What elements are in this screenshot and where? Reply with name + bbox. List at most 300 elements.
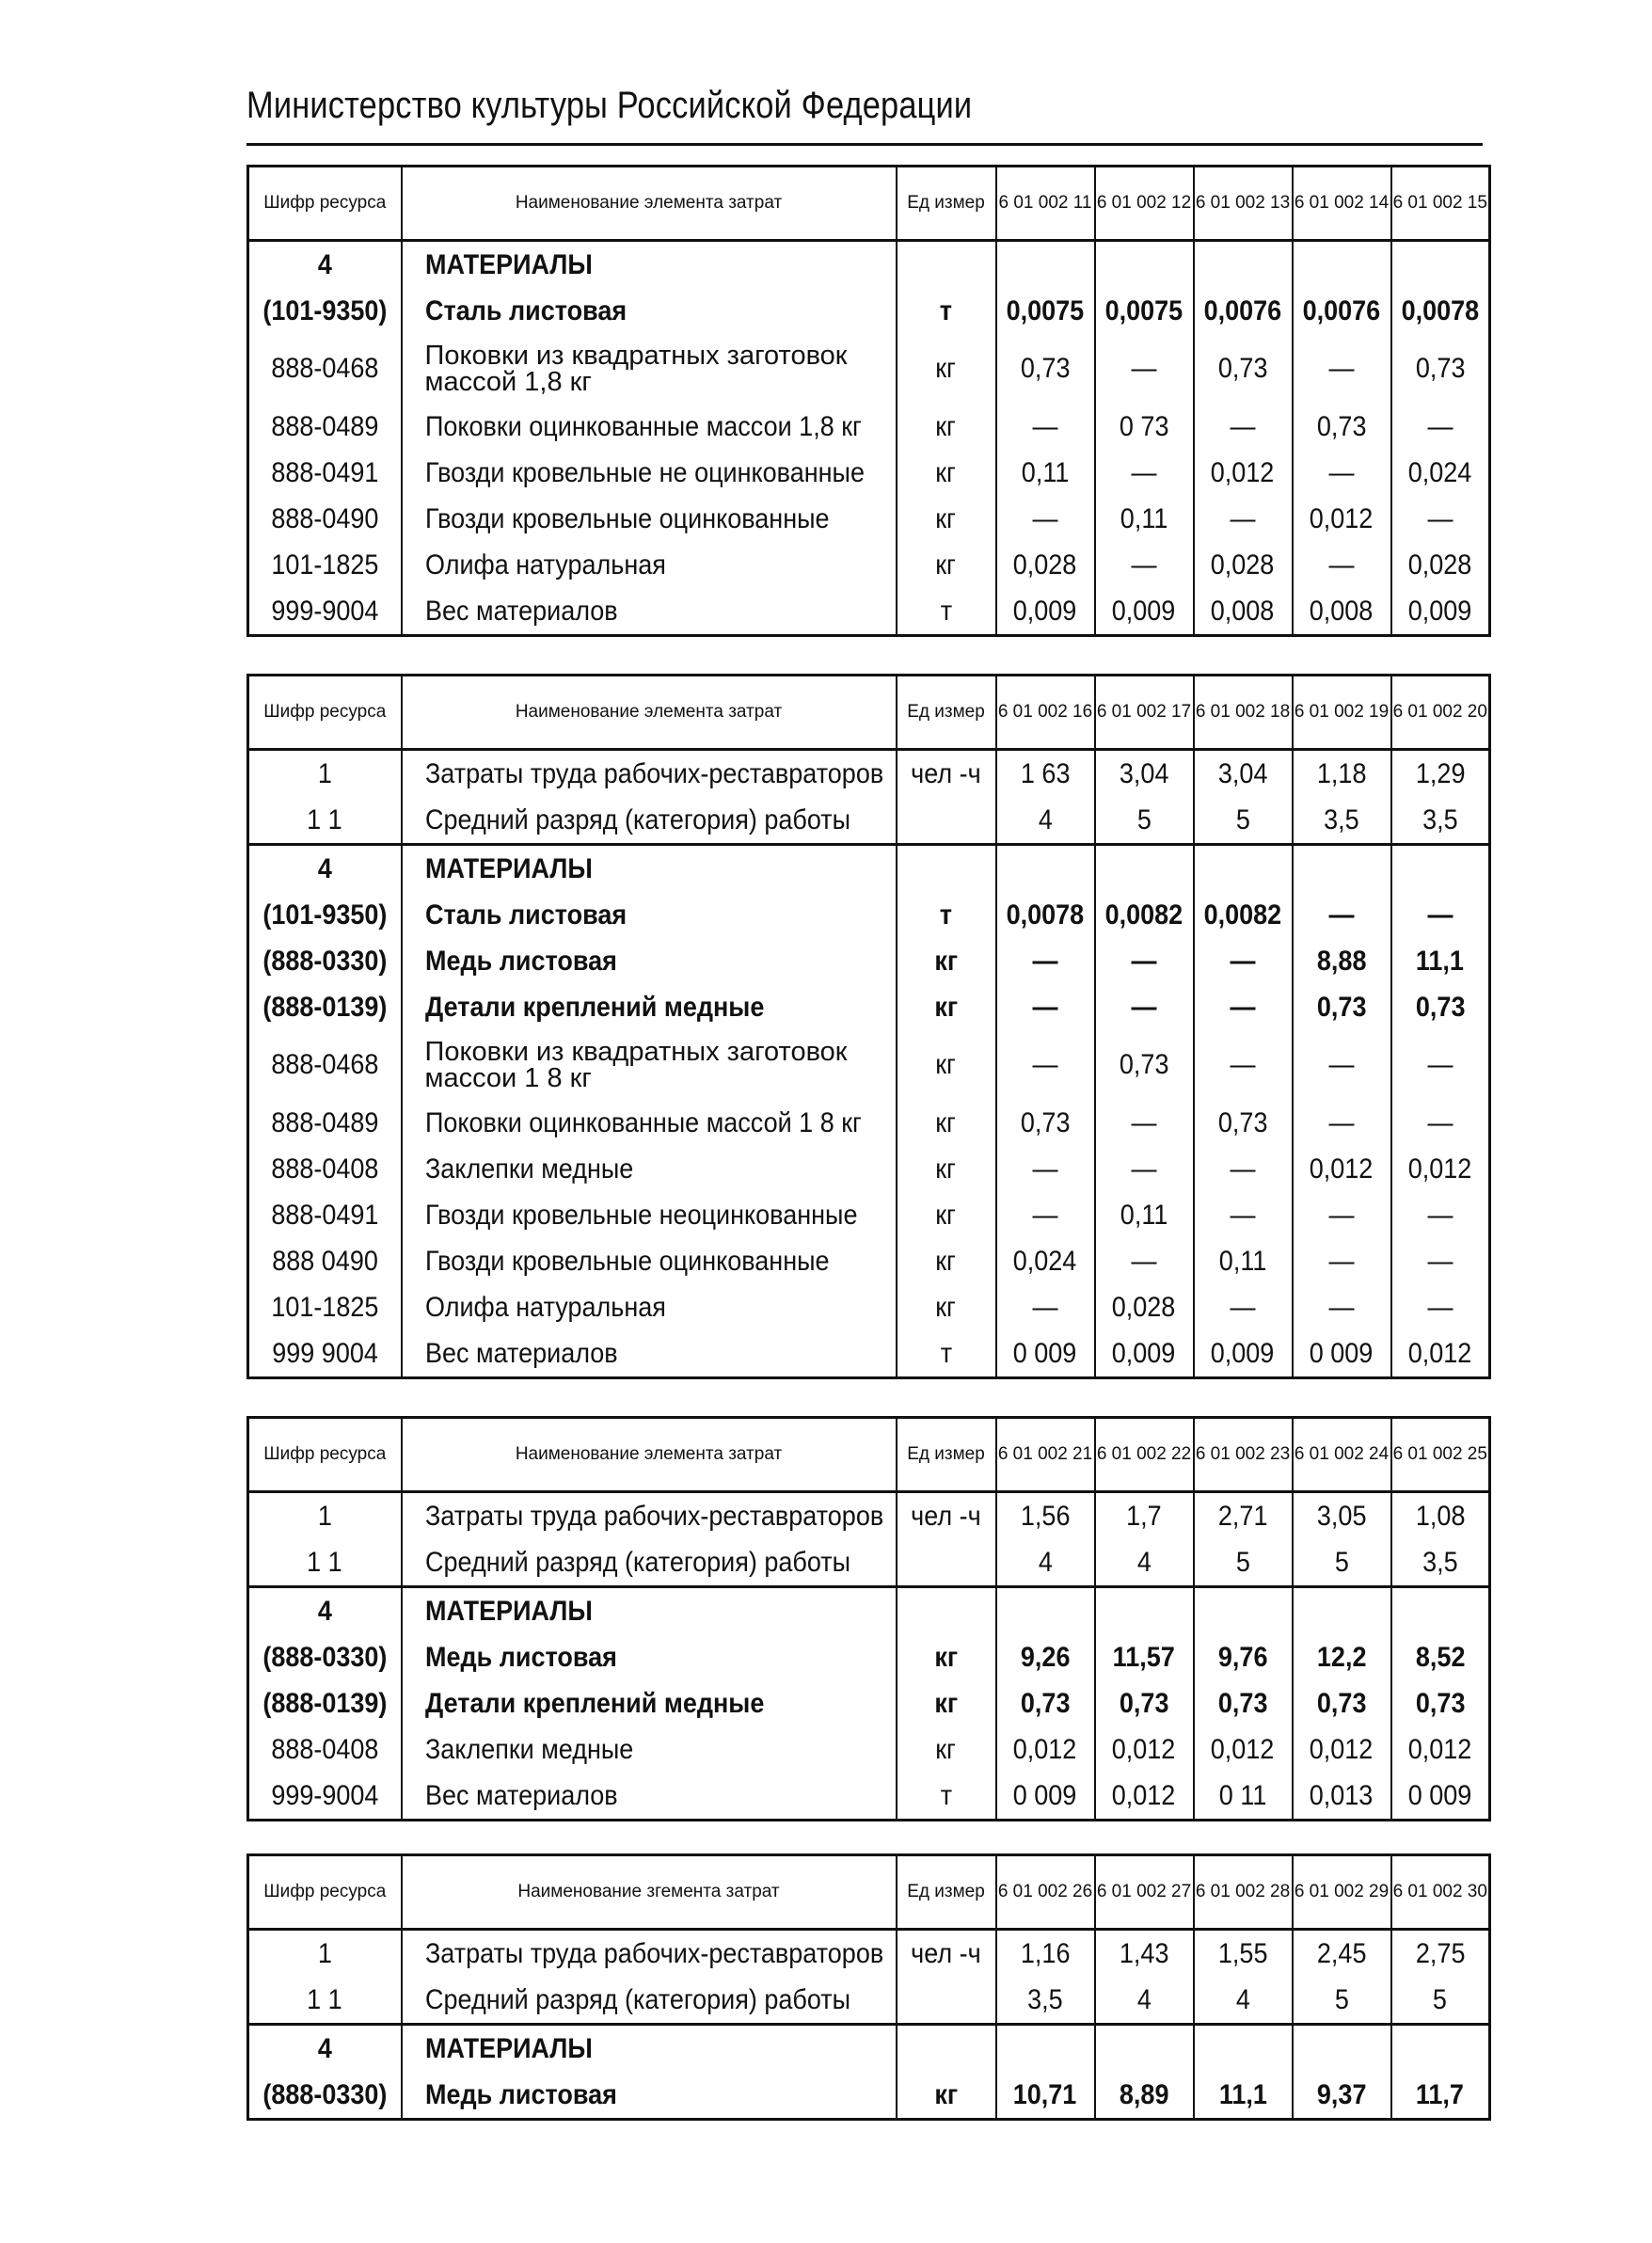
resource-unit <box>897 1634 996 1680</box>
value-text: 4 <box>1038 803 1053 835</box>
value-text: 0,73 <box>1020 1106 1071 1138</box>
resource-code-text: 888-0491 <box>271 1199 379 1231</box>
header-col-2: 6 01 002 22 <box>1095 1418 1194 1492</box>
resource-name-text: Вес материалов <box>424 1779 618 1811</box>
table-row <box>248 1330 1490 1378</box>
resource-code <box>248 1930 402 1978</box>
value-cell <box>1293 542 1391 588</box>
value-cell <box>1095 1773 1194 1821</box>
value-cell <box>996 984 1095 1030</box>
value-text: 0,11 <box>1021 456 1070 488</box>
resource-name-text: Поковки оцинкованные массои 1,8 кг <box>424 410 862 442</box>
value-text: 0,0078 <box>1006 899 1085 931</box>
resource-code-text: 1 <box>317 757 332 789</box>
resource-unit <box>897 334 996 404</box>
resource-unit-text: кг <box>935 1291 957 1323</box>
value-text: — <box>1032 410 1058 442</box>
value-cell <box>1293 892 1391 938</box>
value-text: — <box>1032 1199 1058 1231</box>
resource-code <box>248 1726 402 1773</box>
table-row <box>248 496 1490 542</box>
value-cell <box>996 1634 1095 1680</box>
resource-code-text: 101-1825 <box>271 549 379 581</box>
value-cell <box>1194 1492 1293 1540</box>
resource-unit-text: т <box>940 1779 952 1811</box>
value-cell <box>1391 334 1490 404</box>
value-text: — <box>1131 991 1157 1023</box>
resource-code-text: (888-0139) <box>262 991 388 1023</box>
resource-unit <box>897 1146 996 1192</box>
value-text: 0,028 <box>1211 549 1275 581</box>
resource-table-2 <box>246 674 1491 1379</box>
value-cell <box>1194 450 1293 496</box>
value-cell <box>1391 1100 1490 1146</box>
resource-unit-text: т <box>940 1337 952 1369</box>
resource-code-text: 4 <box>317 1595 332 1627</box>
resource-code <box>248 1634 402 1680</box>
value-text: 1,08 <box>1415 1500 1466 1532</box>
value-text: 0,11 <box>1120 502 1168 534</box>
resource-unit <box>897 892 996 938</box>
table-row <box>248 938 1490 984</box>
value-cell <box>1095 750 1194 798</box>
header-name: Наименование элемента затрат <box>402 167 897 241</box>
resource-code <box>248 845 402 893</box>
header-col-3: 6 01 002 18 <box>1194 676 1293 750</box>
value-cell <box>1391 2072 1490 2120</box>
value-cell <box>1391 1330 1490 1378</box>
value-text: — <box>1328 1049 1355 1080</box>
resource-unit-text: чел -ч <box>911 1500 981 1532</box>
value-cell <box>1095 1030 1194 1100</box>
resource-unit-text: кг <box>934 1641 958 1673</box>
value-text: 1,16 <box>1020 1937 1071 1969</box>
value-text: 0,73 <box>1020 353 1071 384</box>
value-cell <box>1293 984 1391 1030</box>
table-row <box>248 1773 1490 1821</box>
resource-name <box>402 1930 897 1978</box>
header-col-1: 6 01 002 26 <box>996 1855 1095 1930</box>
resource-unit <box>897 1726 996 1773</box>
resource-code-text: 888-0468 <box>271 353 379 384</box>
value-text: — <box>1328 456 1355 488</box>
resource-name <box>402 1100 897 1146</box>
value-cell <box>1391 1680 1490 1726</box>
resource-name-text: Сталь листовая <box>424 899 627 931</box>
resource-code <box>248 588 402 636</box>
value-cell <box>1293 845 1391 893</box>
value-text: 4 <box>1235 1983 1250 2015</box>
resource-name <box>402 1238 897 1284</box>
value-text: 4 <box>1136 1546 1152 1578</box>
value-cell <box>996 892 1095 938</box>
value-cell <box>996 1330 1095 1378</box>
resource-unit <box>897 1977 996 2025</box>
value-cell <box>1293 1634 1391 1680</box>
value-cell <box>996 1726 1095 1773</box>
resource-unit <box>897 288 996 334</box>
value-cell <box>1293 938 1391 984</box>
header-col-3: 6 01 002 23 <box>1194 1418 1293 1492</box>
value-text: 0,73 <box>1415 1687 1466 1719</box>
table-row <box>248 241 1490 289</box>
resource-name-text: Средний разряд (категория) работы <box>424 803 850 835</box>
value-text: — <box>1131 945 1157 977</box>
value-cell <box>1293 1539 1391 1587</box>
resource-unit <box>897 1330 996 1378</box>
resource-name <box>402 288 897 334</box>
value-text: — <box>1328 1291 1355 1323</box>
table-row <box>248 1492 1490 1540</box>
resource-unit <box>897 241 996 289</box>
resource-name-text: Средний разряд (категория) работы <box>424 1546 850 1578</box>
value-text: 9,37 <box>1316 2078 1367 2110</box>
value-text: 0,0082 <box>1203 899 1282 931</box>
value-cell <box>996 1539 1095 1587</box>
resource-name-text: Заклепки медные <box>424 1733 633 1765</box>
value-cell <box>1194 2072 1293 2120</box>
value-text: 0,73 <box>1316 1687 1367 1719</box>
value-text: 0,0075 <box>1006 294 1085 326</box>
value-cell <box>1095 1680 1194 1726</box>
resource-unit-text: кг <box>935 456 957 488</box>
value-text: 5 <box>1235 1546 1250 1578</box>
value-text: 2,45 <box>1316 1937 1367 1969</box>
resource-table-3 <box>246 1416 1491 1821</box>
value-text: 0,73 <box>1316 991 1367 1023</box>
value-text: 0,012 <box>1407 1153 1472 1185</box>
value-cell <box>1293 1192 1391 1238</box>
table-row <box>248 1238 1490 1284</box>
resource-code <box>248 984 402 1030</box>
value-cell <box>1391 1587 1490 1635</box>
resource-unit <box>897 496 996 542</box>
header-code: Шифр ресурса <box>248 676 402 750</box>
value-text: — <box>1230 945 1256 977</box>
value-cell <box>996 2025 1095 2073</box>
value-text: 0,012 <box>1310 1733 1374 1765</box>
value-cell <box>1194 1773 1293 1821</box>
header-name: Наименование згемента затрат <box>402 1855 897 1930</box>
header-col-4: 6 01 002 29 <box>1293 1855 1391 1930</box>
value-text: — <box>1230 1049 1256 1080</box>
resource-name <box>402 1587 897 1635</box>
value-cell <box>1391 1030 1490 1100</box>
value-cell <box>1391 892 1490 938</box>
resource-name-text: Поковки оцинкованные массой 1 8 кг <box>424 1106 862 1138</box>
value-text: 3,5 <box>1422 1546 1458 1578</box>
table-row <box>248 1977 1490 2025</box>
resource-code <box>248 1539 402 1587</box>
value-cell <box>996 588 1095 636</box>
value-cell <box>1293 1492 1391 1540</box>
value-text: 5 <box>1334 1983 1349 2015</box>
value-text: — <box>1328 1199 1355 1231</box>
table-row <box>248 1030 1490 1100</box>
value-cell <box>996 1192 1095 1238</box>
value-text: 0,009 <box>1112 1337 1176 1369</box>
value-text: — <box>1328 1106 1355 1138</box>
resource-code-text: 888 0490 <box>271 1245 378 1277</box>
value-text: 1,18 <box>1316 757 1367 789</box>
value-cell <box>1293 241 1391 289</box>
resource-unit-text: кг <box>934 1687 958 1719</box>
resource-unit <box>897 938 996 984</box>
value-cell <box>996 797 1095 845</box>
value-cell <box>1293 404 1391 450</box>
resource-code <box>248 288 402 334</box>
value-cell <box>1095 2072 1194 2120</box>
resource-unit <box>897 1192 996 1238</box>
resource-code-text: 101-1825 <box>271 1291 379 1323</box>
resource-code-text: 1 1 <box>307 1546 343 1578</box>
value-text: 0,73 <box>1020 1687 1071 1719</box>
resource-code <box>248 404 402 450</box>
value-cell <box>1194 496 1293 542</box>
resource-code-text: 999 9004 <box>271 1337 378 1369</box>
value-cell <box>1391 1773 1490 1821</box>
header-unit: Ед измер <box>897 1855 996 1930</box>
header-col-5: 6 01 002 15 <box>1391 167 1490 241</box>
table-row <box>248 892 1490 938</box>
header-unit: Ед измер <box>897 167 996 241</box>
resource-unit <box>897 1680 996 1726</box>
resource-code-text: (888-0330) <box>262 2078 388 2110</box>
value-text: — <box>1131 456 1157 488</box>
value-cell <box>1391 1977 1490 2025</box>
resource-unit-text: кг <box>935 549 957 581</box>
table-row <box>248 845 1490 893</box>
value-cell <box>1391 542 1490 588</box>
value-text: 3,5 <box>1324 803 1359 835</box>
header-col-5: 6 01 002 30 <box>1391 1855 1490 1930</box>
resource-unit-text: кг <box>935 1049 957 1080</box>
table-row <box>248 1726 1490 1773</box>
resource-unit-text: чел -ч <box>911 1937 981 1969</box>
value-text: 0,024 <box>1013 1245 1077 1277</box>
value-cell <box>1194 1539 1293 1587</box>
value-cell <box>996 938 1095 984</box>
value-cell <box>1293 1030 1391 1100</box>
resource-code-text: 1 1 <box>307 1983 343 2015</box>
resource-name-text: МАТЕРИАЛЫ <box>424 1595 593 1627</box>
value-text: — <box>1328 899 1355 931</box>
resource-name <box>402 588 897 636</box>
value-text: 0,11 <box>1218 1245 1267 1277</box>
value-cell <box>1391 1634 1490 1680</box>
resource-unit <box>897 845 996 893</box>
resource-code <box>248 1284 402 1330</box>
resource-name-text: Гвозди кровельные неоцинкованные <box>424 1199 857 1231</box>
value-cell <box>1194 2025 1293 2073</box>
resource-name-text: Олифа натуральная <box>424 1291 666 1323</box>
table-row <box>248 1930 1490 1978</box>
value-cell <box>996 496 1095 542</box>
header-code: Шифр ресурса <box>248 167 402 241</box>
value-cell <box>996 1680 1095 1726</box>
value-text: 0,73 <box>1415 353 1466 384</box>
table-row <box>248 404 1490 450</box>
value-cell <box>1194 241 1293 289</box>
resource-name-text: Заклепки медные <box>424 1153 633 1185</box>
value-text: 0,008 <box>1211 595 1275 627</box>
value-cell <box>1293 1587 1391 1635</box>
resource-name-text: Затраты труда рабочих-реставраторов <box>424 757 883 789</box>
value-cell <box>1293 1726 1391 1773</box>
resource-name <box>402 892 897 938</box>
resource-unit-text: кг <box>935 1153 957 1185</box>
resource-name-text: Олифа натуральная <box>424 549 666 581</box>
resource-name-text: МАТЕРИАЛЫ <box>424 248 593 280</box>
value-cell <box>1095 334 1194 404</box>
resource-name <box>402 1030 897 1100</box>
resource-name-text: Сталь листовая <box>424 294 627 326</box>
value-cell <box>1194 845 1293 893</box>
resource-code <box>248 1492 402 1540</box>
value-text: 3,5 <box>1027 1983 1063 2015</box>
table-header-row <box>248 676 1490 750</box>
resource-name-text: МАТЕРИАЛЫ <box>424 852 593 884</box>
resource-name <box>402 1726 897 1773</box>
resource-name <box>402 404 897 450</box>
table-row <box>248 450 1490 496</box>
header-rule <box>246 143 1483 146</box>
value-cell <box>1095 588 1194 636</box>
value-text: 10,71 <box>1013 2078 1077 2110</box>
table-row <box>248 1539 1490 1587</box>
table-header-row <box>248 1855 1490 1930</box>
value-cell <box>1391 1930 1490 1978</box>
value-text: — <box>1230 502 1256 534</box>
resource-code <box>248 1773 402 1821</box>
value-text: 0,012 <box>1310 502 1374 534</box>
header-col-3: 6 01 002 13 <box>1194 167 1293 241</box>
value-cell <box>1095 892 1194 938</box>
value-cell <box>1194 1146 1293 1192</box>
resource-unit-text: кг <box>934 2078 958 2110</box>
value-text: 8,52 <box>1415 1641 1466 1673</box>
value-cell <box>1293 1284 1391 1330</box>
header-col-1: 6 01 002 11 <box>996 167 1095 241</box>
resource-code-text: (888-0330) <box>262 1641 388 1673</box>
resource-code-text: 1 1 <box>307 803 343 835</box>
value-text: 0 009 <box>1013 1337 1077 1369</box>
value-text: 0,0076 <box>1203 294 1282 326</box>
resource-code-text: 888-0408 <box>271 1153 379 1185</box>
resource-code-text: 4 <box>317 248 332 280</box>
value-cell <box>1194 1238 1293 1284</box>
resource-unit-text: кг <box>935 1106 957 1138</box>
resource-code-text: 888-0408 <box>271 1733 379 1765</box>
value-cell <box>1194 797 1293 845</box>
value-cell <box>996 845 1095 893</box>
value-text: — <box>1131 1106 1157 1138</box>
value-cell <box>1293 2072 1391 2120</box>
value-text: 5 <box>1334 1546 1349 1578</box>
resource-name-text: Медь листовая <box>424 1641 617 1673</box>
resource-unit <box>897 1539 996 1587</box>
value-text: — <box>1230 410 1256 442</box>
resource-name <box>402 845 897 893</box>
value-cell <box>1194 750 1293 798</box>
resource-code <box>248 1680 402 1726</box>
value-text: 2,75 <box>1415 1937 1466 1969</box>
value-cell <box>1194 1930 1293 1978</box>
value-cell <box>1293 797 1391 845</box>
value-cell <box>996 1284 1095 1330</box>
value-text: 1,55 <box>1217 1937 1268 1969</box>
value-text: — <box>1131 1245 1157 1277</box>
resource-code <box>248 892 402 938</box>
table-row <box>248 984 1490 1030</box>
resource-name-text: Детали креплений медные <box>424 1687 764 1719</box>
value-text: 0,73 <box>1217 1687 1268 1719</box>
value-cell <box>996 1930 1095 1978</box>
value-cell <box>1095 2025 1194 2073</box>
resource-unit <box>897 1238 996 1284</box>
value-cell <box>1095 1930 1194 1978</box>
resource-name <box>402 938 897 984</box>
value-cell <box>1194 1977 1293 2025</box>
value-cell <box>1095 1192 1194 1238</box>
value-cell <box>1095 938 1194 984</box>
value-cell <box>1194 1330 1293 1378</box>
resource-unit <box>897 1773 996 1821</box>
table-row <box>248 2072 1490 2120</box>
value-text: 0,012 <box>1013 1733 1077 1765</box>
value-text: — <box>1427 1199 1453 1231</box>
resource-unit <box>897 404 996 450</box>
value-text: 4 <box>1038 1546 1053 1578</box>
resource-code-text: 888-0491 <box>271 456 379 488</box>
resource-name <box>402 1146 897 1192</box>
resource-name-text: МАТЕРИАЛЫ <box>424 2032 593 2064</box>
resource-name <box>402 496 897 542</box>
value-text: — <box>1427 1245 1453 1277</box>
value-cell <box>1391 2025 1490 2073</box>
value-text: 11,1 <box>1218 2078 1267 2110</box>
resource-name <box>402 1330 897 1378</box>
resource-code-text: 999-9004 <box>271 1779 379 1811</box>
value-cell <box>1391 404 1490 450</box>
value-text: 0,73 <box>1119 1687 1169 1719</box>
value-cell <box>1095 241 1194 289</box>
resource-unit <box>897 1930 996 1978</box>
resource-name-text: Детали креплений медные <box>424 991 764 1023</box>
resource-unit-text: кг <box>935 410 957 442</box>
value-text: 0,73 <box>1217 353 1268 384</box>
header-col-1: 6 01 002 21 <box>996 1418 1095 1492</box>
value-cell <box>1391 588 1490 636</box>
resource-code <box>248 334 402 404</box>
value-cell <box>1095 1726 1194 1773</box>
value-cell <box>1194 1284 1293 1330</box>
value-cell <box>1293 1773 1391 1821</box>
value-text: 1 63 <box>1020 757 1071 789</box>
resource-code <box>248 1030 402 1100</box>
value-text: 11,57 <box>1112 1641 1176 1673</box>
resource-unit <box>897 2025 996 2073</box>
value-text: 1,29 <box>1415 757 1466 789</box>
value-text: 0,012 <box>1112 1779 1176 1811</box>
value-text: — <box>1032 945 1058 977</box>
value-text: 0,11 <box>1120 1199 1168 1231</box>
value-cell <box>996 1146 1095 1192</box>
header-code: Шифр ресурса <box>248 1418 402 1492</box>
value-text: 8,88 <box>1316 945 1367 977</box>
value-cell <box>1391 241 1490 289</box>
value-text: 0,012 <box>1407 1733 1472 1765</box>
